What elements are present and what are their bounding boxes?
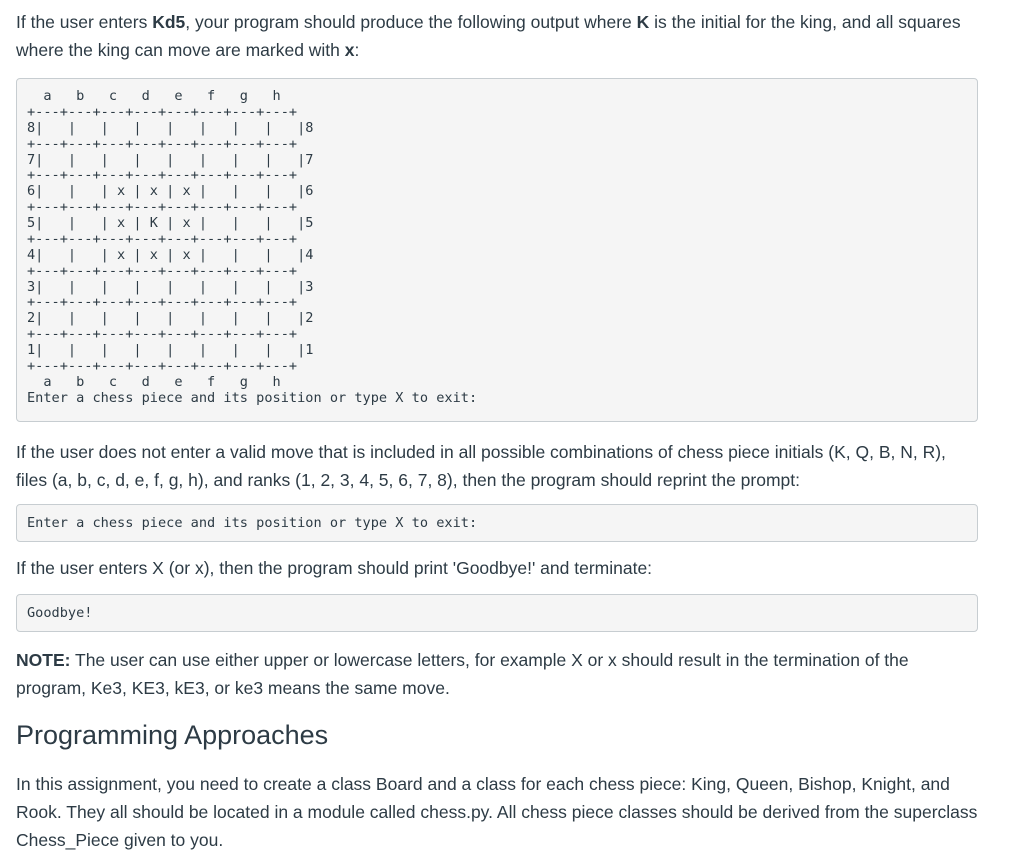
board-line: +---+---+---+---+---+---+---+---+ [27, 262, 298, 279]
intro-text-4: : [354, 40, 360, 60]
exit-paragraph: If the user enters X (or x), then the program should print 'Goodbye!' and terminate: [16, 558, 653, 578]
goodbye-output-block: Goodbye! [16, 594, 978, 632]
note-label: NOTE: [16, 650, 71, 670]
note-text: The user can use either upper or lowercase letters, for example X or x should result in the termination of the program, Ke3, KE3, kE3, or ke3 means the same move. [16, 650, 909, 698]
intro-bold-x: x [344, 40, 355, 60]
intro-text-2: , your program should produce the following output where [185, 12, 637, 32]
board-line: 1| | | | | | | | |1 [27, 342, 314, 358]
board-line: +---+---+---+---+---+---+---+---+ [27, 199, 298, 216]
invalid-move-paragraph: If the user does not enter a valid move that is included in all possible combinations of chess piece initials (K, Q, B, N, R), files (a, b, c, d, e, f, g, h), and ranks (1, 2, 3, 4, 5, 6, 7, 8), then the program should reprint the prompt: [16, 442, 946, 490]
board-line: 3| | | | | | | | |3 [27, 278, 314, 295]
board-line: +---+---+---+---+---+---+---+---+ [27, 230, 298, 247]
board-line: +---+---+---+---+---+---+---+---+ [27, 135, 298, 152]
board-line: a b c d e f g h [27, 373, 281, 390]
intro-text-3: is the initial for the king, and all squares where the king can move are marked with [16, 12, 961, 60]
section-heading: Programming Approaches [16, 720, 329, 750]
board-prompt-line: Enter a chess piece and its position or type X to exit: [27, 389, 478, 406]
board-line: 5| | | x | K | x | | | |5 [27, 215, 314, 231]
board-output-block [16, 78, 978, 422]
board-line: +---+---+---+---+---+---+---+---+ [27, 294, 298, 311]
intro-bold-king: K [636, 12, 650, 32]
board-line: +---+---+---+---+---+---+---+---+ [27, 167, 298, 184]
board-line: 7| | | | | | | | |7 [27, 151, 314, 168]
intro-paragraph [16, 8, 978, 64]
board-line: 8| | | | | | | | |8 [27, 119, 314, 136]
prompt-output-block: Enter a chess piece and its position or type X to exit: [16, 504, 978, 542]
intro-bold-move: Kd5 [152, 12, 186, 32]
note-paragraph [16, 646, 978, 702]
board-line: 4| | | x | x | x | | | |4 [27, 246, 314, 263]
board-line: 6| | | x | x | x | | | |6 [27, 183, 314, 200]
approach-paragraph: In this assignment, you need to create a class Board and a class for each chess piece: King, Queen, Bishop, Knight, and Rook. They all should be located in a module called chess.py. All chess piece classes should be derived from the superclass Chess_Piece given to you. [16, 774, 978, 850]
board-line: +---+---+---+---+---+---+---+---+ [27, 326, 298, 343]
board-line: a b c d e f g h [27, 88, 281, 104]
board-line: +---+---+---+---+---+---+---+---+ [27, 103, 298, 120]
board-line: +---+---+---+---+---+---+---+---+ [27, 357, 298, 374]
intro-text-1: If the user enters [16, 12, 153, 32]
board-line: 2| | | | | | | | |2 [27, 310, 314, 327]
